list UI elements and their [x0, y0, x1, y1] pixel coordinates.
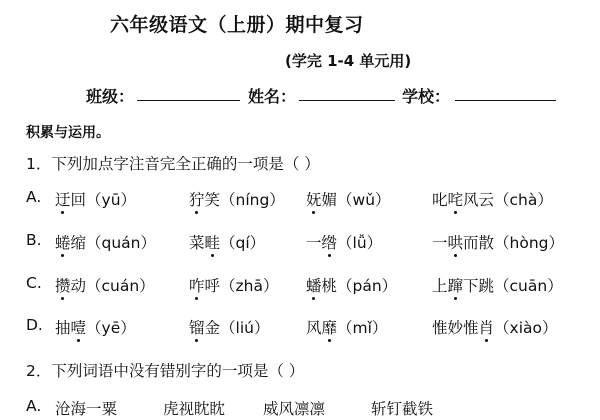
word-prefix: 上 — [432, 277, 448, 295]
dotted-character: 噎 — [71, 316, 87, 338]
word-suffix-pinyin: 笑（níng） — [204, 191, 285, 209]
q1-option-a-word-1 — [55, 188, 136, 210]
q1-option-a-word-4 — [432, 188, 553, 210]
dotted-character: 畦 — [205, 231, 221, 253]
q1-option-letter-d: D. — [26, 316, 43, 334]
q1-option-d-word-4 — [432, 316, 558, 338]
q1-option-b-word-4 — [432, 231, 564, 253]
word-suffix-pinyin: 金（liú） — [204, 319, 270, 337]
dotted-character: 蟠 — [306, 274, 322, 296]
page-subtitle: (学完 1-4 单元用) — [285, 52, 412, 70]
class-label: 班级： — [86, 87, 135, 106]
dotted-character: 咤 — [448, 188, 464, 210]
dotted-character: 狞 — [189, 188, 205, 210]
word-suffix-pinyin: （xiào） — [494, 319, 558, 337]
name-field[interactable] — [299, 100, 395, 101]
word-suffix-pinyin: 风云（chà） — [463, 191, 553, 209]
word-prefix: 叱 — [432, 191, 448, 209]
word-suffix-pinyin: （qí） — [220, 234, 266, 252]
dotted-character: 攒 — [55, 274, 71, 296]
q1-option-a-word-2 — [189, 188, 285, 210]
q1-option-a-word-3 — [306, 188, 391, 210]
name-label: 姓名： — [248, 87, 297, 106]
q1-option-c-word-2 — [189, 274, 278, 296]
word-prefix: 抽 — [55, 319, 71, 337]
dotted-character: 迂 — [55, 188, 71, 210]
dotted-character: 妩 — [306, 188, 322, 210]
school-field[interactable] — [455, 100, 556, 101]
dotted-character: 蹿 — [448, 274, 464, 296]
q1-option-letter-a: A. — [26, 188, 42, 206]
q1-option-b-word-3 — [306, 231, 382, 253]
word-suffix-pinyin: （yē） — [86, 319, 136, 337]
word-prefix: 风 — [306, 319, 322, 337]
q1-option-c-word-1 — [55, 274, 155, 296]
dotted-character: 蜷 — [55, 231, 71, 253]
word-suffix-pinyin: 下跳（cuān） — [463, 277, 563, 295]
word-prefix: 菜 — [189, 234, 205, 252]
dotted-character: 哄 — [448, 231, 464, 253]
school-label: 学校： — [402, 87, 451, 106]
q1-option-b-word-2 — [189, 231, 265, 253]
word-suffix-pinyin: 动（cuán） — [70, 277, 155, 295]
q2-option-a-word-4: 斩钉截铁 — [371, 400, 434, 418]
word-prefix: 惟妙惟 — [432, 319, 479, 337]
word-suffix-pinyin: 呼（zhā） — [204, 277, 279, 295]
word-suffix-pinyin: 媚（wǔ） — [321, 191, 391, 209]
word-suffix-pinyin: 桃（pán） — [321, 277, 398, 295]
word-suffix-pinyin: 回（yū） — [70, 191, 137, 209]
q1-option-letter-b: B. — [26, 231, 42, 249]
dotted-character: 镏 — [189, 316, 205, 338]
q2-option-a-word-2: 虎视眈眈 — [163, 400, 226, 418]
page-title: 六年级语文（上册）期中复习 — [110, 14, 364, 36]
q2-option-a-word-3: 威风凛凛 — [263, 400, 326, 418]
q1-option-d-word-2 — [189, 316, 269, 338]
section-title: 积累与运用。 — [26, 125, 110, 141]
q1-option-b-word-1 — [55, 231, 156, 253]
word-suffix-pinyin: （lǚ） — [337, 234, 383, 252]
word-prefix: 一 — [432, 234, 448, 252]
word-prefix: 一 — [306, 234, 322, 252]
q1-option-letter-c: C. — [26, 274, 42, 292]
q2-option-a-word-1: 沧海一粟 — [55, 400, 118, 418]
q1-option-d-word-3 — [306, 316, 387, 338]
word-suffix-pinyin: 缩（quán） — [70, 234, 157, 252]
dotted-character: 咋 — [189, 274, 205, 296]
class-field[interactable] — [137, 100, 240, 101]
q1-option-c-word-3 — [306, 274, 397, 296]
dotted-character: 绺 — [322, 231, 338, 253]
word-suffix-pinyin: 而散（hòng） — [463, 234, 565, 252]
word-suffix-pinyin: （mǐ） — [337, 319, 388, 337]
dotted-character: 肖 — [479, 316, 495, 338]
dotted-character: 靡 — [322, 316, 338, 338]
question-1-stem: 1．下列加点字注音完全正确的一项是（ ） — [26, 155, 320, 173]
q2-option-letter-a: A. — [26, 397, 42, 415]
q1-option-d-word-1 — [55, 316, 136, 338]
question-2-stem: 2．下列词语中没有错别字的一项是（ ） — [26, 362, 305, 380]
q1-option-c-word-4 — [432, 274, 563, 296]
